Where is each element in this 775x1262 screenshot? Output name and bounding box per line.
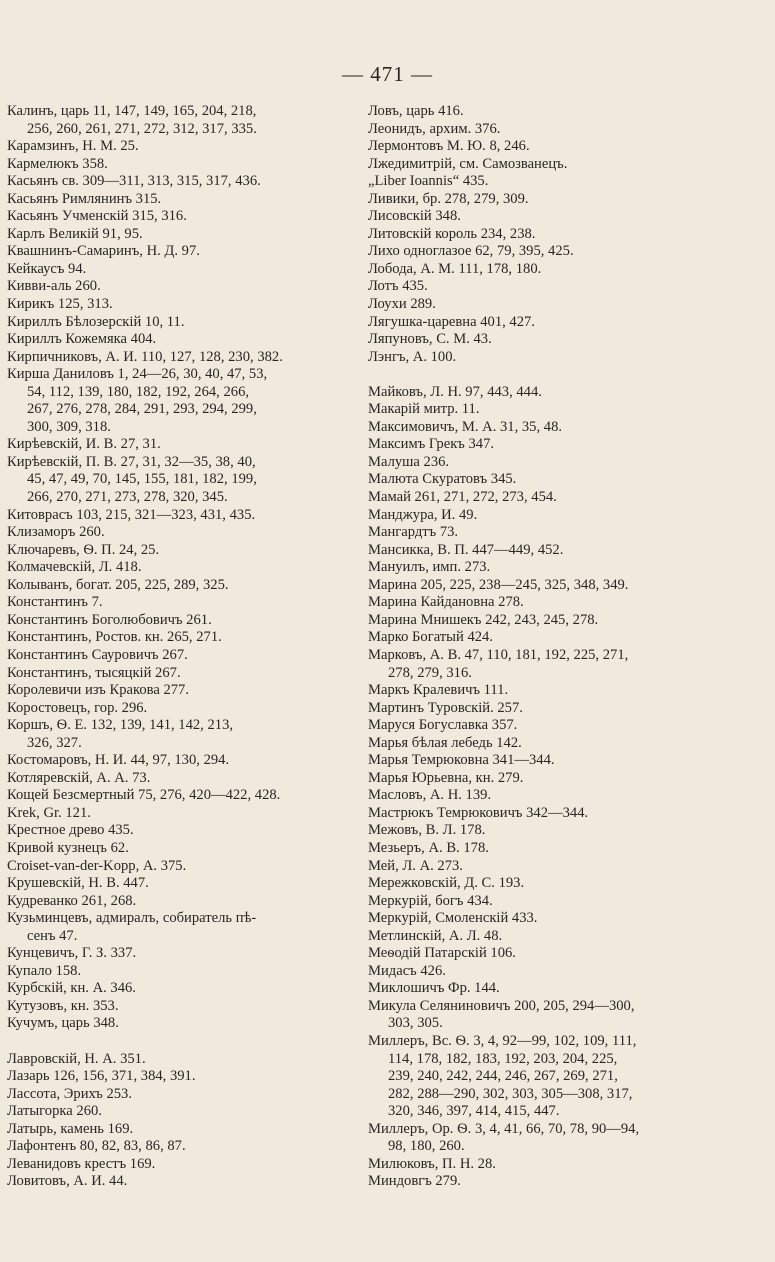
index-entry-line: Касьянъ Римлянинъ 315. (7, 190, 162, 207)
index-entry-line: Калинъ, царь 11, 147, 149, 165, 204, 218, (7, 103, 257, 119)
index-entry (368, 787, 770, 805)
index-entry (7, 963, 359, 981)
index-entry (7, 191, 359, 209)
index-entry (368, 770, 770, 788)
index-entry (7, 700, 359, 718)
index-entry-line: Марья Темрюковна 341—344. (368, 752, 555, 769)
index-entry-line: Леонидъ, архим. 376. (368, 120, 501, 137)
index-entry-line: сенъ 47. (27, 927, 78, 944)
index-entry (368, 103, 770, 121)
index-entry (368, 647, 770, 682)
index-entry (7, 822, 359, 840)
index-entry (368, 910, 770, 928)
index-entry-line: Марина Кайдановна 278. (368, 594, 524, 611)
index-entry-line: Милюковъ, П. Н. 28. (368, 1155, 496, 1172)
index-entry (7, 296, 359, 314)
index-entry (7, 577, 359, 595)
index-entry-line: Константинъ, Ростов. кн. 265, 271. (7, 629, 222, 646)
index-entry-line: Мидасъ 426. (368, 962, 446, 979)
index-entry (368, 822, 770, 840)
index-entry (7, 559, 359, 577)
index-entry (368, 559, 770, 577)
index-entry (368, 489, 770, 507)
index-entry (368, 419, 770, 437)
index-entry-line: Ливики, бр. 278, 279, 309. (368, 190, 529, 207)
index-entry (7, 612, 359, 630)
index-entry-line: Микула Селяниновичъ 200, 205, 294—300, (368, 997, 635, 1014)
index-entry-line: Константинъ 7. (7, 594, 103, 611)
index-entry (7, 261, 359, 279)
index-entry (7, 243, 359, 261)
index-entry (368, 542, 770, 560)
index-entry-line: Кирѣевскій, П. В. 27, 31, 32—35, 38, 40, (7, 453, 256, 470)
index-entry (7, 682, 359, 700)
index-entry-line: Кириллъ Кожемяка 404. (7, 331, 157, 348)
index-entry (7, 1103, 359, 1121)
index-entry-line: Кирша Даниловъ 1, 24—26, 30, 40, 47, 53, (7, 366, 268, 383)
index-entry (7, 436, 359, 454)
index-entry-line: Кузьминцевъ, адмиралъ, собиратель пѣ- (7, 910, 257, 927)
index-entry (7, 858, 359, 876)
index-entry (368, 980, 770, 998)
index-entry-line: 266, 270, 271, 273, 278, 320, 345. (27, 489, 228, 506)
index-entry-line: Лавровскій, Н. А. 351. (7, 1050, 146, 1067)
index-entry-line: Марья бѣлая лебедь 142. (368, 734, 522, 751)
index-entry-line: Королевичи изъ Кракова 277. (7, 682, 190, 699)
index-entry (368, 138, 770, 156)
index-entry (7, 507, 359, 525)
index-entry (7, 1173, 359, 1191)
index-entry-line: Ляпуновъ, С. М. 43. (368, 331, 492, 348)
section-gap (7, 1033, 359, 1051)
index-entry (7, 1138, 359, 1156)
index-entry-line: Мамай 261, 271, 272, 273, 454. (368, 489, 557, 506)
index-entry (7, 314, 359, 332)
index-entry-line: Латырь, камень 169. (7, 1120, 134, 1137)
index-entry (368, 524, 770, 542)
index-entry (368, 507, 770, 525)
index-entry (368, 226, 770, 244)
index-entry-line: Марья Юрьевна, кн. 279. (368, 769, 524, 786)
index-entry (368, 436, 770, 454)
index-entry (368, 1033, 770, 1121)
index-entry (7, 910, 359, 945)
index-entry (368, 805, 770, 823)
index-entry-line: Котляревскій, А. А. 73. (7, 769, 151, 786)
index-entry-line: Курбскій, кн. А. 346. (7, 980, 136, 997)
index-entry (7, 454, 359, 507)
index-entry (7, 629, 359, 647)
index-entry-line: Макарій митр. 11. (368, 401, 480, 418)
index-entry-line: Кунцевичъ, Г. З. 337. (7, 945, 137, 962)
index-entry-line: Леванидовъ крестъ 169. (7, 1155, 156, 1172)
index-entry-line: Мануилъ, имп. 273. (368, 559, 491, 576)
index-entry (368, 594, 770, 612)
index-entry-line: Мей, Л. А. 273. (368, 857, 463, 874)
index-entry-line: 54, 112, 139, 180, 182, 192, 264, 266, (27, 383, 250, 400)
index-entry (368, 156, 770, 174)
index-entry-line: Карамзинъ, Н. М. 25. (7, 138, 139, 155)
index-entry-line: Миллеръ, Вс. Ѳ. 3, 4, 92—99, 102, 109, 111, (368, 1032, 637, 1049)
index-entry (7, 787, 359, 805)
section-gap (368, 366, 770, 384)
index-entry (368, 717, 770, 735)
index-entry-line: Манджура, И. 49. (368, 506, 478, 523)
index-entry-line: Ловъ, царь 416. (368, 103, 464, 119)
index-entry-line: 303, 305. (388, 1015, 443, 1032)
index-entry (7, 717, 359, 752)
index-entry-line: „Liber Ioannis“ 435. (368, 173, 489, 190)
index-entry (7, 542, 359, 560)
index-entry (368, 121, 770, 139)
index-entry-line: Касьянъ Учменскій 315, 316. (7, 208, 187, 225)
index-entry (7, 998, 359, 1016)
index-entry-line: Кудреванко 261, 268. (7, 892, 137, 909)
index-entry (7, 647, 359, 665)
index-entry (7, 103, 359, 138)
index-entry (7, 752, 359, 770)
index-entry-line: Маркъ Кралевичъ 111. (368, 682, 509, 699)
index-entry-line: Лазарь 126, 156, 371, 384, 391. (7, 1068, 196, 1085)
index-entry (7, 594, 359, 612)
index-entry-line: Максимовичъ, М. А. 31, 35, 48. (368, 418, 563, 435)
index-entry-line: Купало 158. (7, 962, 82, 979)
index-entry (7, 805, 359, 823)
index-entry-line: Клизаморъ 260. (7, 524, 105, 541)
index-entry-line: Лассота, Эрихъ 253. (7, 1085, 132, 1102)
index-entry (368, 700, 770, 718)
index-entry (7, 945, 359, 963)
index-entry-line: Марковъ, А. В. 47, 110, 181, 192, 225, 271, (368, 646, 629, 663)
index-entry (368, 278, 770, 296)
index-entry-line: Малюта Скуратовъ 345. (368, 471, 517, 488)
index-entry (7, 173, 359, 191)
index-entry-line: Константинъ Сауровичъ 267. (7, 646, 188, 663)
index-entry-line: Марина 205, 225, 238—245, 325, 348, 349. (368, 576, 629, 593)
index-entry-line: Кирѣевскій, И. В. 27, 31. (7, 436, 161, 453)
index-entry-line: Марина Мнишекъ 242, 243, 245, 278. (368, 611, 599, 628)
index-entry-line: Кирпичниковъ, А. И. 110, 127, 128, 230, 382. (7, 348, 283, 365)
index-entry (368, 858, 770, 876)
index-entry-line: Касьянъ св. 309—311, 313, 315, 317, 436. (7, 173, 261, 190)
index-entry-line: Малуша 236. (368, 453, 450, 470)
index-entry-line: Кучумъ, царь 348. (7, 1015, 119, 1032)
index-entry-line: Константинъ Боголюбовичъ 261. (7, 611, 212, 628)
index-entry-line: Кривой кузнецъ 62. (7, 839, 129, 856)
index-entry (7, 524, 359, 542)
index-entry-line: Мартинъ Туровскій. 257. (368, 699, 523, 716)
index-entry (368, 314, 770, 332)
index-entry-line: Мансикка, В. П. 447—449, 452. (368, 541, 564, 558)
index-entry (7, 226, 359, 244)
index-entry-line: 320, 346, 397, 414, 415, 447. (388, 1103, 560, 1120)
index-entry-line: Меркурій, богъ 434. (368, 892, 493, 909)
index-entry-line: Мережковскій, Д. С. 193. (368, 875, 525, 892)
index-entry-line: Меѳодій Патарскій 106. (368, 945, 516, 962)
index-entry (368, 840, 770, 858)
index-entry-line: Croiset-van-der-Kopp, А. 375. (7, 857, 187, 874)
index-entry-line: Масловъ, А. Н. 139. (368, 787, 492, 804)
index-entry (7, 665, 359, 683)
index-entry (368, 682, 770, 700)
index-entry (368, 612, 770, 630)
index-entry-line: 45, 47, 49, 70, 145, 155, 181, 182, 199, (27, 471, 257, 488)
index-entry-line: Лермонтовъ М. Ю. 8, 246. (368, 138, 530, 155)
index-entry-line: Лжедимитрій, см. Самозванецъ. (368, 155, 568, 172)
index-entry (368, 384, 770, 402)
index-entry-line: Коростовецъ, гор. 296. (7, 699, 148, 716)
index-entry (368, 208, 770, 226)
index-entry-line: 300, 309, 318. (27, 418, 111, 435)
index-entry (7, 893, 359, 911)
index-entry-line: Лэнгъ, А. 100. (368, 348, 457, 365)
index-entry-line: Лихо одноглазое 62, 79, 395, 425. (368, 243, 574, 260)
index-entry (368, 629, 770, 647)
index-entry-line: Миклошичъ Фр. 144. (368, 980, 500, 997)
index-entry (368, 1173, 770, 1191)
index-entry-line: Карлъ Великій 91, 95. (7, 225, 143, 242)
index-entry (368, 998, 770, 1033)
index-entry-line: Колыванъ, богат. 205, 225, 289, 325. (7, 576, 229, 593)
index-entry (368, 752, 770, 770)
index-entry-line: Кощей Безсмертный 75, 276, 420—422, 428. (7, 787, 281, 804)
index-entry (368, 577, 770, 595)
index-entry-line: Майковъ, Л. Н. 97, 443, 444. (368, 383, 542, 400)
index-entry-line: 282, 288—290, 302, 303, 305—308, 317, (388, 1085, 633, 1102)
index-entry-line: Лоухи 289. (368, 296, 436, 313)
index-entry (368, 401, 770, 419)
index-entry-line: Литовскій король 234, 238. (368, 225, 536, 242)
index-entry (7, 156, 359, 174)
index-entry-line: Лисовскій 348. (368, 208, 461, 225)
index-entry-line: 256, 260, 261, 271, 272, 312, 317, 335. (27, 120, 257, 137)
index-entry (368, 331, 770, 349)
index-entry (368, 893, 770, 911)
index-entry (7, 1068, 359, 1086)
index-entry (7, 980, 359, 998)
index-entry (368, 1156, 770, 1174)
index-entry-line: Миндовгъ 279. (368, 1173, 461, 1190)
index-entry (368, 945, 770, 963)
index-entry-line: Кириллъ Бѣлозерскій 10, 11. (7, 313, 185, 330)
index-entry-line: Китоврасъ 103, 215, 321—323, 431, 435. (7, 506, 256, 523)
index-entry (7, 875, 359, 893)
index-entry-line: Лобода, А. М. 111, 178, 180. (368, 260, 542, 277)
index-entry-line: 114, 178, 182, 183, 192, 203, 204, 225, (388, 1050, 618, 1067)
index-entry (368, 963, 770, 981)
index-entry-line: Кирикъ 125, 313. (7, 296, 113, 313)
index-entry (368, 243, 770, 261)
index-entry-line: Марко Богатый 424. (368, 629, 493, 646)
index-entry-line: 239, 240, 242, 244, 246, 267, 269, 271, (388, 1068, 618, 1085)
index-entry-line: 326, 327. (27, 734, 82, 751)
index-entry (7, 770, 359, 788)
index-entry-line: Костомаровъ, Н. И. 44, 97, 130, 294. (7, 752, 230, 769)
index-entry (368, 471, 770, 489)
index-entry-line: Миллеръ, Ор. Ѳ. 3, 4, 41, 66, 70, 78, 90—94, (368, 1120, 640, 1137)
index-entry-line: Мезьеръ, А. В. 178. (368, 839, 489, 856)
index-entry (368, 1121, 770, 1156)
index-entry (7, 1156, 359, 1174)
index-entry (7, 1015, 359, 1033)
index-entry-line: Лягушка-царевна 401, 427. (368, 313, 535, 330)
index-entry (368, 349, 770, 367)
index-entry-line: Ловитовъ, А. И. 44. (7, 1173, 128, 1190)
index-entry-line: 278, 279, 316. (388, 664, 472, 681)
index-entry (7, 366, 359, 436)
index-entry (7, 1121, 359, 1139)
index-entry (7, 840, 359, 858)
index-entry-line: Мастрюкъ Темрюковичъ 342—344. (368, 804, 589, 821)
index-entry (7, 278, 359, 296)
index-entry (368, 261, 770, 279)
index-entry-line: Коршъ, Ѳ. Е. 132, 139, 141, 142, 213, (7, 717, 234, 734)
index-entry-line: Крестное древо 435. (7, 822, 134, 839)
index-entry-line: Маруся Богуславка 357. (368, 717, 518, 734)
index-entry (368, 735, 770, 753)
index-entry (7, 1086, 359, 1104)
index-entry-line: Метлинскій, А. Л. 48. (368, 927, 503, 944)
index-entry (7, 138, 359, 156)
index-entry-line: Лотъ 435. (368, 278, 428, 295)
index-entry-line: Мангардтъ 73. (368, 524, 459, 541)
index-entry (7, 349, 359, 367)
index-entry-line: Межовъ, В. Л. 178. (368, 822, 486, 839)
index-entry (368, 191, 770, 209)
index-column-right (368, 103, 770, 1191)
index-entry-line: Колмачевскій, Л. 418. (7, 559, 142, 576)
index-entry (7, 208, 359, 226)
index-entry-line: Кармелюкъ 358. (7, 155, 108, 172)
index-entry-line: Кейкаусъ 94. (7, 260, 87, 277)
index-column-left (7, 103, 359, 1191)
index-entry (368, 296, 770, 314)
index-entry-line: Кутузовъ, кн. 353. (7, 997, 119, 1014)
index-entry-line: Кивви-аль 260. (7, 278, 101, 295)
index-entry-line: Крушевскій, Н. В. 447. (7, 875, 149, 892)
index-entry-line: Константинъ, тысяцкій 267. (7, 664, 181, 681)
index-entry-line: Латыгорка 260. (7, 1103, 102, 1120)
page-number: — 471 — (342, 62, 433, 86)
index-entry (368, 928, 770, 946)
index-entry-line: Квашнинъ-Самаринъ, Н. Д. 97. (7, 243, 200, 260)
index-entry-line: 267, 276, 278, 284, 291, 293, 294, 299, (27, 401, 257, 418)
index-entry (368, 173, 770, 191)
index-entry-line: Меркурій, Смоленскій 433. (368, 910, 538, 927)
index-entry (7, 1051, 359, 1069)
index-entry-line: Лафонтенъ 80, 82, 83, 86, 87. (7, 1138, 186, 1155)
index-entry-line: 98, 180, 260. (388, 1138, 465, 1155)
index-entry (368, 875, 770, 893)
index-entry (368, 454, 770, 472)
index-entry-line: Ключаревъ, Ѳ. П. 24, 25. (7, 541, 160, 558)
index-entry (7, 331, 359, 349)
index-entry-line: Максимъ Грекъ 347. (368, 436, 495, 453)
index-entry-line: Krek, Gr. 121. (7, 804, 91, 821)
